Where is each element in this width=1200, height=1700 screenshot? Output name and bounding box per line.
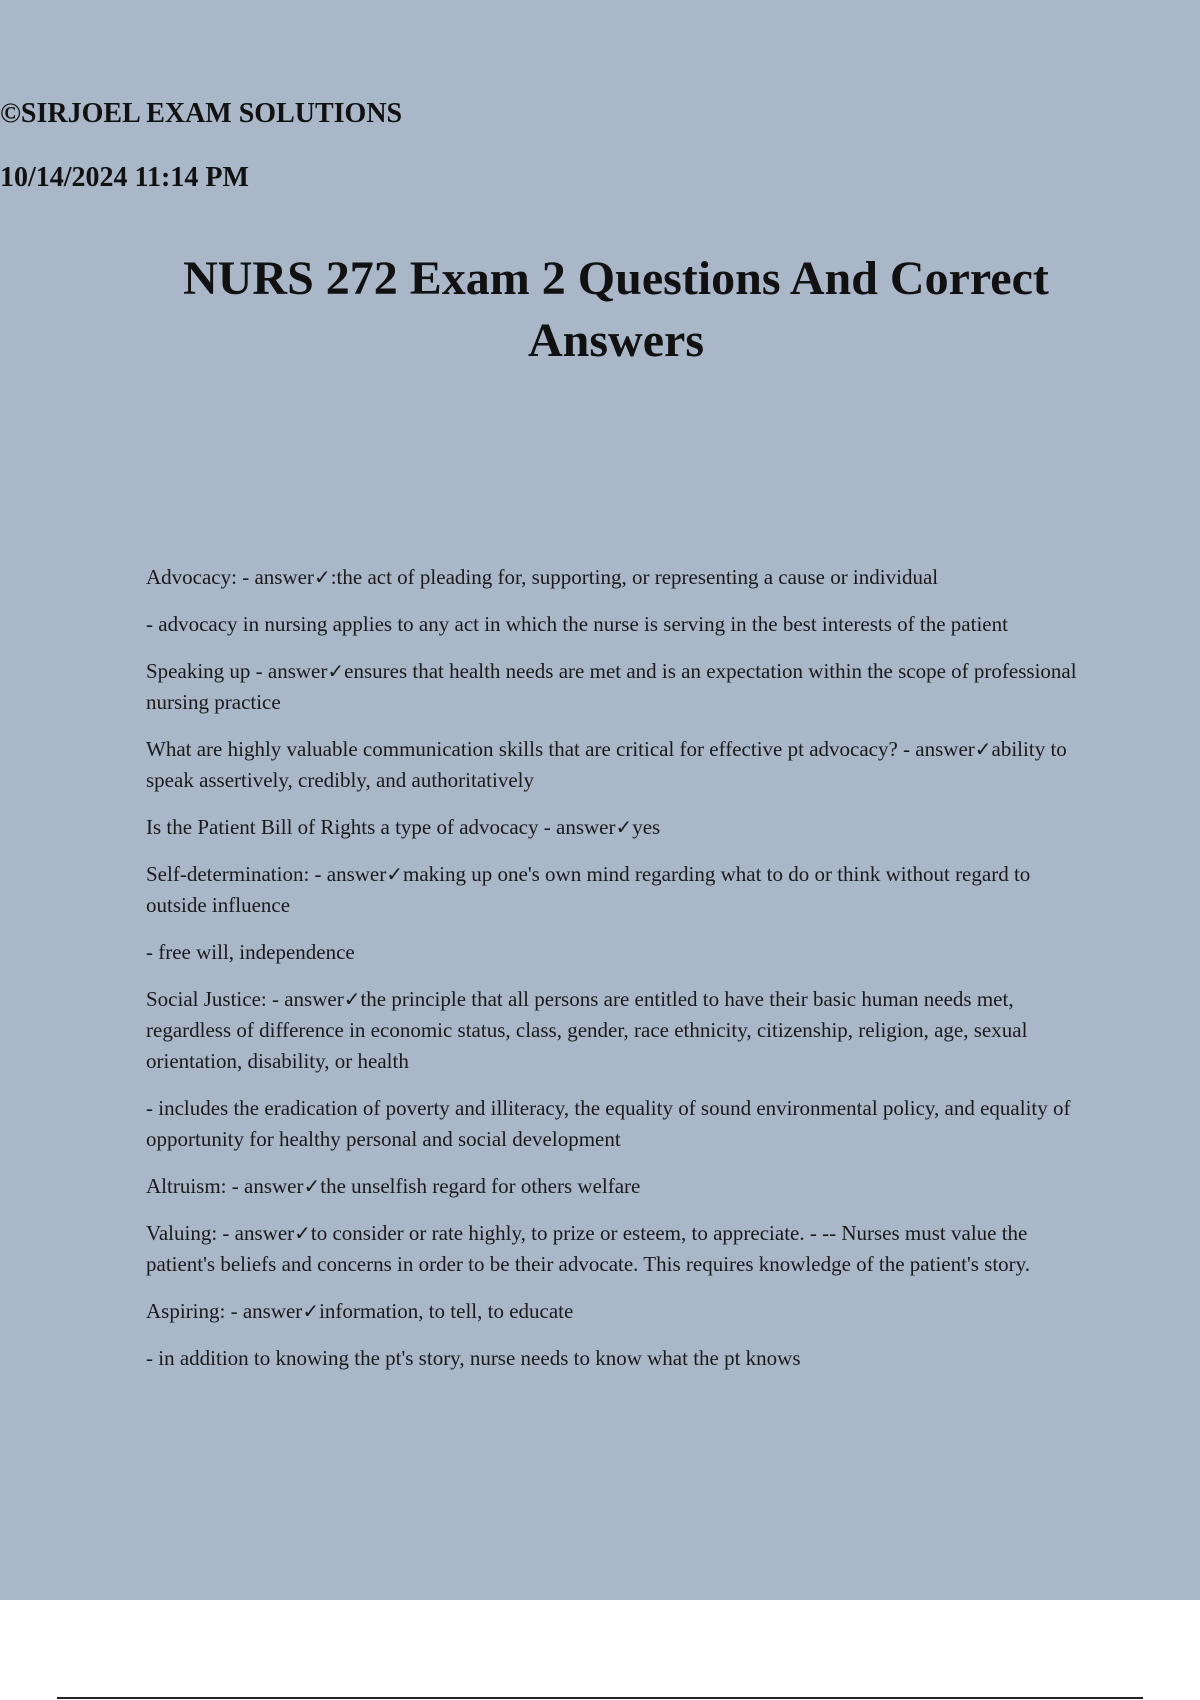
checkmark-icon: ✓ (302, 1299, 320, 1323)
checkmark-icon: ✓ (313, 565, 331, 589)
checkmark-icon: ✓ (303, 1174, 321, 1198)
qa-entry: Altruism: - answer✓the unselfish regard for others welfare (146, 1174, 641, 1198)
checkmark-icon: ✓ (343, 987, 361, 1011)
document-body (146, 562, 1078, 1390)
qa-entry: Self-determination: - answer✓making up one's own mind regarding what to do or think without regard to outside influence (146, 862, 1031, 917)
checkmark-icon: ✓ (327, 659, 345, 683)
qa-entry: Speaking up - answer✓ensures that health needs are met and is an expectation within the scope of professional nursing practice (146, 659, 1077, 714)
checkmark-icon: ✓ (294, 1221, 311, 1245)
qa-entry: Social Justice: - answer✓the principle that all persons are entitled to have their basic human needs met, regardless of difference in economic status, class, gender, race ethnicity, citizenship, religion, age, sexual orientation, disability, or health (146, 987, 1028, 1073)
qa-entry: Valuing: - answer✓to consider or rate highly, to prize or esteem, to appreciate. - -- Nurses must value the patient's beliefs and concerns in order to be their advocate. This requires knowledge of the patient's story. (146, 1221, 1031, 1276)
footer-divider (57, 1697, 1143, 1699)
qa-entry: Is the Patient Bill of Rights a type of advocacy - answer✓yes (146, 815, 661, 839)
qa-entry: - in addition to knowing the pt's story, nurse needs to know what the pt knows (146, 1346, 801, 1370)
qa-entry: - includes the eradication of poverty and illiteracy, the equality of sound environmental policy, and equality of opportunity for healthy personal and social development (146, 1096, 1071, 1151)
checkmark-icon: ✓ (615, 815, 633, 839)
document-title: NURS 272 Exam 2 Questions And Correct Answers (183, 252, 1049, 367)
timestamp: 10/14/2024 11:14 PM (0, 162, 249, 193)
qa-entry: - advocacy in nursing applies to any act in which the nurse is serving in the best interests of the patient (146, 612, 1008, 636)
checkmark-icon: ✓ (386, 862, 404, 886)
watermark-text: ©SIRJOEL EXAM SOLUTIONS (0, 98, 403, 129)
checkmark-icon: ✓ (974, 737, 992, 761)
qa-entry: - free will, independence (146, 940, 355, 964)
qa-entry: What are highly valuable communication skills that are critical for effective pt advocacy? - answer✓ability to speak assertively, credibly, and authoritatively (146, 737, 1067, 792)
qa-entry: Aspiring: - answer✓information, to tell, to educate (146, 1299, 574, 1323)
qa-entry: Advocacy: - answer✓:the act of pleading for, supporting, or representing a cause or individual (146, 565, 939, 589)
